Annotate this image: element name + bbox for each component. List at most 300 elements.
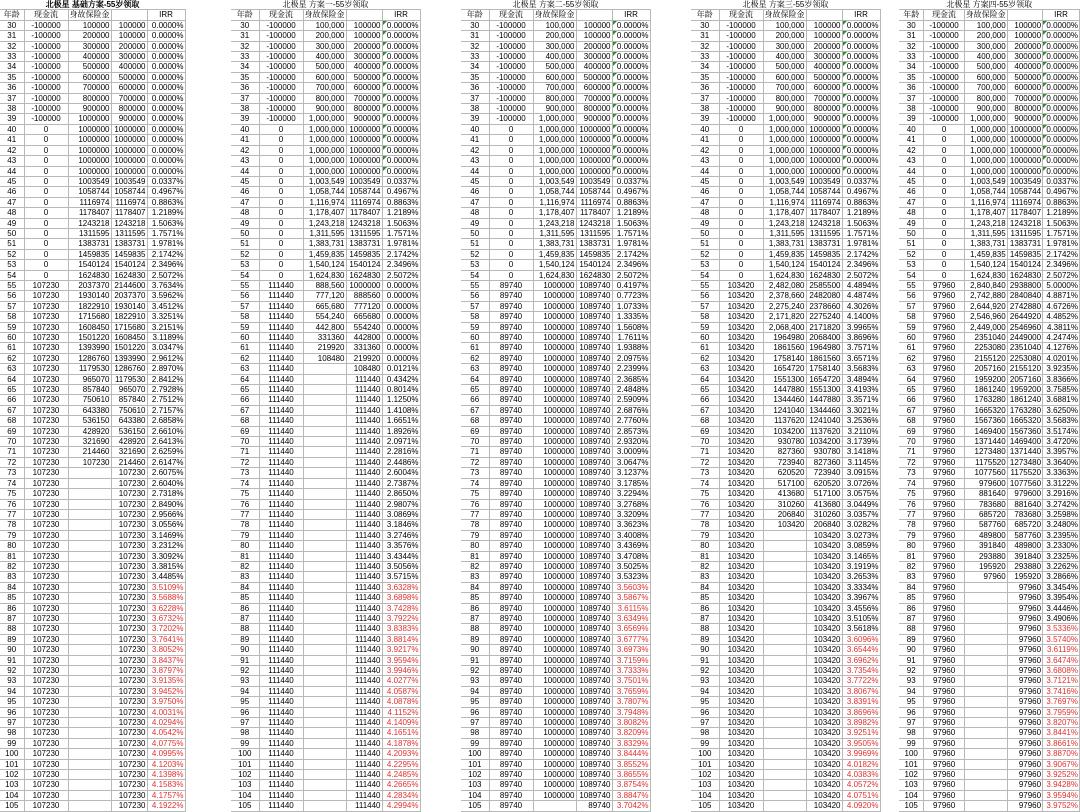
- cashflow-cell: 107230: [24, 530, 68, 540]
- death-benefit-cell: [303, 770, 346, 780]
- table-row: [691, 280, 880, 290]
- value-cell: 111440: [346, 582, 382, 592]
- age-cell: 46: [691, 187, 719, 197]
- death-benefit-cell: [964, 613, 1007, 623]
- cashflow-cell: 97960: [924, 749, 964, 759]
- age-cell: 59: [691, 322, 719, 332]
- age-cell: 32: [691, 41, 719, 51]
- table-row: [691, 208, 880, 218]
- irr-cell: 3.2312%: [147, 541, 185, 551]
- value-cell: 107230: [111, 489, 147, 499]
- table-row: [691, 749, 880, 759]
- cashflow-cell: 111440: [259, 343, 303, 353]
- value-cell: 100000: [576, 31, 612, 41]
- value-cell: 1000000: [346, 145, 382, 155]
- value-cell: 195920: [1007, 572, 1042, 582]
- irr-cell: 2.4848%: [612, 385, 650, 395]
- death-benefit-cell: 1383731: [68, 239, 111, 249]
- table-row: [691, 156, 880, 166]
- cashflow-cell: -100000: [719, 72, 763, 82]
- cashflow-cell: 103420: [719, 749, 763, 759]
- table-row: [231, 728, 420, 738]
- value-cell: 111440: [346, 801, 382, 811]
- death-benefit-cell: 1273480: [964, 447, 1007, 457]
- value-cell: 111440: [346, 520, 382, 530]
- death-benefit-cell: 100,000: [303, 20, 346, 30]
- age-cell: 95: [691, 697, 719, 707]
- death-benefit-cell: 200,000: [964, 31, 1007, 41]
- cashflow-cell: 103420: [719, 551, 763, 561]
- cashflow-cell: 97960: [924, 759, 964, 769]
- value-cell: 600000: [346, 83, 382, 93]
- cashflow-cell: 111440: [259, 437, 303, 447]
- cashflow-cell: -100000: [259, 83, 303, 93]
- irr-cell: 1.2189%: [382, 208, 420, 218]
- age-cell: 75: [899, 489, 924, 499]
- irr-cell: 0.0000%: [842, 124, 880, 134]
- column-header: 年龄: [899, 10, 924, 20]
- irr-cell: 0.4967%: [1043, 187, 1080, 197]
- table-row: [0, 426, 185, 436]
- age-cell: 62: [461, 353, 489, 363]
- age-cell: 46: [899, 187, 924, 197]
- irr-cell: 0.0000%: [382, 343, 420, 353]
- value-cell: 1089740: [576, 280, 612, 290]
- death-benefit-cell: 1000000: [533, 280, 576, 290]
- age-cell: 71: [691, 447, 719, 457]
- cashflow-cell: 111440: [259, 728, 303, 738]
- age-cell: 67: [899, 405, 924, 415]
- death-benefit-cell: [68, 582, 111, 592]
- irr-cell: 4.8871%: [1043, 291, 1080, 301]
- column-header: 年龄: [691, 10, 719, 20]
- cashflow-cell: 0: [924, 166, 964, 176]
- death-benefit-cell: 881640: [964, 489, 1007, 499]
- table-row: [899, 697, 1080, 707]
- table-row: [899, 187, 1080, 197]
- age-cell: 74: [231, 478, 259, 488]
- age-cell: 59: [231, 322, 259, 332]
- irr-cell: 3.1145%: [842, 457, 880, 467]
- irr-cell: 0.0000%: [842, 93, 880, 103]
- table-row: [691, 509, 880, 519]
- death-benefit-cell: 723940: [763, 457, 806, 467]
- value-cell: 1077560: [1007, 478, 1042, 488]
- irr-cell: 3.4485%: [147, 572, 185, 582]
- death-benefit-cell: 1,178,407: [303, 208, 346, 218]
- value-cell: 1861240: [1007, 395, 1042, 405]
- value-cell: 2585500: [806, 280, 842, 290]
- cashflow-cell: 111440: [259, 572, 303, 582]
- irr-cell: 3.8847%: [612, 790, 650, 800]
- age-cell: 81: [899, 551, 924, 561]
- irr-cell: 2.4486%: [382, 457, 420, 467]
- cashflow-cell: 97960: [924, 478, 964, 488]
- table-row: [231, 301, 420, 311]
- age-cell: 81: [691, 551, 719, 561]
- cashflow-cell: -100000: [924, 41, 964, 51]
- table-row: [231, 20, 420, 30]
- death-benefit-cell: 1000000: [533, 624, 576, 634]
- irr-cell: 3.7959%: [1043, 707, 1080, 717]
- table-row: [0, 395, 185, 405]
- age-cell: 82: [691, 561, 719, 571]
- table-row: [231, 645, 420, 655]
- value-cell: 1763280: [1007, 405, 1042, 415]
- death-benefit-cell: 1,459,835: [763, 249, 806, 259]
- value-cell: 100000: [346, 31, 382, 41]
- value-cell: 965070: [111, 385, 147, 395]
- death-benefit-cell: [964, 738, 1007, 748]
- death-benefit-cell: 103420: [763, 520, 806, 530]
- age-cell: 30: [231, 20, 259, 30]
- death-benefit-cell: 400,000: [533, 52, 576, 62]
- death-benefit-cell: 1,000,000: [763, 114, 806, 124]
- age-cell: 43: [691, 156, 719, 166]
- age-cell: 73: [691, 468, 719, 478]
- death-benefit-cell: 665,680: [303, 301, 346, 311]
- irr-cell: 0.0000%: [612, 83, 650, 93]
- value-cell: 1089740: [576, 499, 612, 509]
- irr-cell: 3.3092%: [147, 551, 185, 561]
- table-row: [231, 385, 420, 395]
- table-row: [691, 738, 880, 748]
- value-cell: 1000000: [1007, 124, 1042, 134]
- cashflow-cell: 111440: [259, 478, 303, 488]
- value-cell: 103420: [806, 593, 842, 603]
- cashflow-cell: 103420: [719, 437, 763, 447]
- death-benefit-cell: [763, 530, 806, 540]
- value-cell: 1311595: [346, 228, 382, 238]
- age-cell: 46: [461, 187, 489, 197]
- cashflow-cell: 89740: [489, 374, 533, 384]
- value-cell: 111440: [346, 374, 382, 384]
- death-benefit-cell: 321690: [68, 437, 111, 447]
- irr-cell: 0.0000%: [1043, 31, 1080, 41]
- irr-cell: 1.2189%: [1043, 208, 1080, 218]
- irr-cell: 3.9428%: [1043, 780, 1080, 790]
- death-benefit-cell: 1,000,000: [964, 145, 1007, 155]
- column-header: 现金流: [259, 10, 303, 20]
- age-cell: 59: [0, 322, 24, 332]
- table-row: [461, 676, 650, 686]
- age-cell: 41: [691, 135, 719, 145]
- death-benefit-cell: 965070: [68, 374, 111, 384]
- cashflow-cell: 103420: [719, 374, 763, 384]
- irr-cell: 0.0000%: [147, 135, 185, 145]
- value-cell: 2546960: [1007, 322, 1042, 332]
- death-benefit-cell: [964, 780, 1007, 790]
- death-benefit-cell: 700,000: [533, 83, 576, 93]
- table-row: [231, 353, 420, 363]
- age-cell: 87: [0, 613, 24, 623]
- death-benefit-cell: 2155120: [964, 353, 1007, 363]
- age-cell: 62: [691, 353, 719, 363]
- age-cell: 44: [899, 166, 924, 176]
- cashflow-cell: 97960: [924, 780, 964, 790]
- death-benefit-cell: [303, 416, 346, 426]
- age-cell: 79: [461, 530, 489, 540]
- value-cell: 900000: [576, 114, 612, 124]
- irr-cell: 3.1418%: [842, 447, 880, 457]
- age-cell: 75: [461, 489, 489, 499]
- table-row: [461, 416, 650, 426]
- age-cell: 67: [0, 405, 24, 415]
- table-row: [691, 697, 880, 707]
- table-row: [461, 520, 650, 530]
- table-row: [691, 322, 880, 332]
- irr-cell: 3.8814%: [382, 634, 420, 644]
- death-benefit-cell: [964, 603, 1007, 613]
- age-cell: 36: [231, 83, 259, 93]
- table-row: [899, 780, 1080, 790]
- value-cell: 107230: [111, 645, 147, 655]
- irr-cell: 3.2294%: [612, 489, 650, 499]
- irr-cell: 3.7807%: [612, 697, 650, 707]
- table-row: [899, 31, 1080, 41]
- cashflow-cell: 97960: [924, 457, 964, 467]
- death-benefit-cell: 1447880: [763, 385, 806, 395]
- table-row: [691, 301, 880, 311]
- irr-cell: 3.8437%: [147, 655, 185, 665]
- cashflow-cell: 107230: [24, 405, 68, 415]
- irr-cell: 1.6651%: [382, 416, 420, 426]
- irr-cell: 3.8696%: [842, 333, 880, 343]
- value-cell: 300000: [346, 52, 382, 62]
- irr-cell: 3.8444%: [612, 749, 650, 759]
- table-row: [899, 260, 1080, 270]
- irr-cell: 2.3496%: [842, 260, 880, 270]
- table-row: [899, 124, 1080, 134]
- table-row: [231, 135, 420, 145]
- table-row: [231, 468, 420, 478]
- death-benefit-cell: 1,311,595: [763, 228, 806, 238]
- irr-cell: 4.1400%: [842, 312, 880, 322]
- cashflow-cell: 103420: [719, 707, 763, 717]
- age-cell: 55: [691, 280, 719, 290]
- value-cell: 1241040: [806, 416, 842, 426]
- irr-cell: 3.9067%: [1043, 759, 1080, 769]
- death-benefit-cell: 1,540,124: [533, 260, 576, 270]
- death-benefit-cell: 1608450: [68, 322, 111, 332]
- value-cell: 1459835: [806, 249, 842, 259]
- age-cell: 100: [899, 749, 924, 759]
- cashflow-cell: 111440: [259, 312, 303, 322]
- table-row: [0, 603, 185, 613]
- death-benefit-cell: 1000000: [533, 395, 576, 405]
- value-cell: 1243218: [576, 218, 612, 228]
- death-benefit-cell: [303, 738, 346, 748]
- death-benefit-cell: 1,624,830: [533, 270, 576, 280]
- value-cell: 97960: [1007, 582, 1042, 592]
- irr-cell: 3.7634%: [147, 280, 185, 290]
- value-cell: 1089740: [576, 738, 612, 748]
- table-row: [461, 145, 650, 155]
- table-row: [899, 790, 1080, 800]
- table-row: [899, 405, 1080, 415]
- irr-cell: 0.0000%: [1043, 104, 1080, 114]
- value-cell: 400000: [346, 62, 382, 72]
- death-benefit-cell: [303, 655, 346, 665]
- death-benefit-cell: 2,546,960: [964, 312, 1007, 322]
- death-benefit-cell: 1000000: [533, 478, 576, 488]
- scheme-block-4: [899, 0, 1080, 812]
- death-benefit-cell: 1000000: [68, 156, 111, 166]
- death-benefit-cell: 1469400: [964, 426, 1007, 436]
- table-row: [461, 790, 650, 800]
- table-row: [231, 530, 420, 540]
- cashflow-cell: 0: [259, 176, 303, 186]
- cashflow-cell: 107230: [24, 343, 68, 353]
- age-cell: 32: [231, 41, 259, 51]
- irr-cell: 0.0337%: [842, 176, 880, 186]
- cashflow-cell: 97960: [924, 655, 964, 665]
- column-header: [806, 10, 842, 20]
- age-cell: 100: [231, 749, 259, 759]
- death-benefit-cell: 1501220: [68, 333, 111, 343]
- table-row: [0, 135, 185, 145]
- cashflow-cell: 97960: [924, 572, 964, 582]
- value-cell: 1822910: [111, 312, 147, 322]
- table-row: [231, 499, 420, 509]
- value-cell: 103420: [806, 686, 842, 696]
- value-cell: 1000000: [1007, 145, 1042, 155]
- irr-cell: 0.0000%: [382, 291, 420, 301]
- irr-cell: 3.2151%: [147, 322, 185, 332]
- value-cell: 1311595: [111, 228, 147, 238]
- scheme-title: 北极星 方案四-55岁领取: [899, 0, 1080, 10]
- value-cell: 665680: [346, 312, 382, 322]
- value-cell: 107230: [111, 780, 147, 790]
- table-row: [231, 718, 420, 728]
- age-cell: 44: [691, 166, 719, 176]
- cashflow-cell: 0: [924, 249, 964, 259]
- irr-cell: 3.3334%: [842, 582, 880, 592]
- irr-cell: 1.2189%: [842, 208, 880, 218]
- table-row: [691, 666, 880, 676]
- cashflow-cell: -100000: [259, 20, 303, 30]
- irr-cell: 0.0337%: [1043, 176, 1080, 186]
- irr-cell: 0.0000%: [612, 166, 650, 176]
- irr-cell: 3.2653%: [842, 572, 880, 582]
- cashflow-cell: 89740: [489, 780, 533, 790]
- value-cell: 1540124: [346, 260, 382, 270]
- cashflow-cell: 107230: [24, 509, 68, 519]
- value-cell: 111440: [346, 780, 382, 790]
- age-cell: 33: [691, 52, 719, 62]
- irr-cell: 2.1742%: [1043, 249, 1080, 259]
- age-cell: 72: [0, 457, 24, 467]
- cashflow-cell: 0: [489, 166, 533, 176]
- death-benefit-cell: [964, 686, 1007, 696]
- death-benefit-cell: [303, 593, 346, 603]
- value-cell: 800000: [1007, 104, 1042, 114]
- death-benefit-cell: 1930140: [68, 291, 111, 301]
- irr-cell: 4.0587%: [382, 686, 420, 696]
- table-row: [0, 478, 185, 488]
- death-benefit-cell: [763, 770, 806, 780]
- cashflow-cell: 89740: [489, 333, 533, 343]
- irr-cell: 3.9217%: [382, 645, 420, 655]
- age-cell: 76: [461, 499, 489, 509]
- age-cell: 77: [461, 509, 489, 519]
- cashflow-cell: 111440: [259, 676, 303, 686]
- death-benefit-cell: [68, 697, 111, 707]
- value-cell: 1000000: [806, 135, 842, 145]
- value-cell: 300000: [111, 52, 147, 62]
- cashflow-cell: 103420: [719, 718, 763, 728]
- value-cell: 1089740: [576, 697, 612, 707]
- table-row: [461, 218, 650, 228]
- value-cell: 827360: [806, 457, 842, 467]
- age-cell: 84: [0, 582, 24, 592]
- table-row: [0, 780, 185, 790]
- irr-cell: 2.6004%: [382, 468, 420, 478]
- value-cell: 111440: [346, 666, 382, 676]
- irr-cell: 0.0000%: [842, 41, 880, 51]
- column-header: 身故保险金: [69, 10, 110, 20]
- age-cell: 96: [461, 707, 489, 717]
- age-cell: 41: [461, 135, 489, 145]
- value-cell: 1089740: [576, 561, 612, 571]
- value-cell: 400000: [576, 62, 612, 72]
- death-benefit-cell: [68, 770, 111, 780]
- death-benefit-cell: [964, 718, 1007, 728]
- cashflow-cell: 111440: [259, 520, 303, 530]
- age-cell: 56: [899, 291, 924, 301]
- cashflow-cell: 103420: [719, 509, 763, 519]
- irr-cell: 0.0000%: [612, 124, 650, 134]
- value-cell: 103420: [806, 634, 842, 644]
- table-row: [231, 520, 420, 530]
- table-row: [231, 489, 420, 499]
- cashflow-cell: -100000: [924, 52, 964, 62]
- table-row: [0, 489, 185, 499]
- death-benefit-cell: 2,275,240: [763, 301, 806, 311]
- table-row: [461, 208, 650, 218]
- age-cell: 51: [231, 239, 259, 249]
- cashflow-cell: 111440: [259, 561, 303, 571]
- death-benefit-cell: 1459835: [68, 249, 111, 259]
- value-cell: 1311595: [576, 228, 612, 238]
- table-row: [691, 603, 880, 613]
- irr-cell: 0.4967%: [147, 187, 185, 197]
- age-cell: 35: [461, 72, 489, 82]
- age-cell: 102: [899, 770, 924, 780]
- table-row: [691, 93, 880, 103]
- age-cell: 60: [231, 333, 259, 343]
- irr-cell: 0.0000%: [382, 156, 420, 166]
- death-benefit-cell: 1077560: [964, 468, 1007, 478]
- cashflow-cell: 0: [24, 239, 68, 249]
- table-row: [0, 405, 185, 415]
- table-row: [899, 447, 1080, 457]
- cashflow-cell: 89740: [489, 312, 533, 322]
- death-benefit-cell: [68, 541, 111, 551]
- cashflow-cell: 89740: [489, 468, 533, 478]
- cashflow-cell: 0: [719, 135, 763, 145]
- age-cell: 65: [691, 385, 719, 395]
- cashflow-cell: 89740: [489, 634, 533, 644]
- table-row: [461, 197, 650, 207]
- cashflow-cell: 111440: [259, 749, 303, 759]
- irr-cell: 0.0000%: [1043, 83, 1080, 93]
- value-cell: 107230: [111, 790, 147, 800]
- age-cell: 39: [231, 114, 259, 124]
- value-cell: 1758140: [806, 364, 842, 374]
- death-benefit-cell: 1000000: [533, 416, 576, 426]
- death-benefit-cell: [303, 405, 346, 415]
